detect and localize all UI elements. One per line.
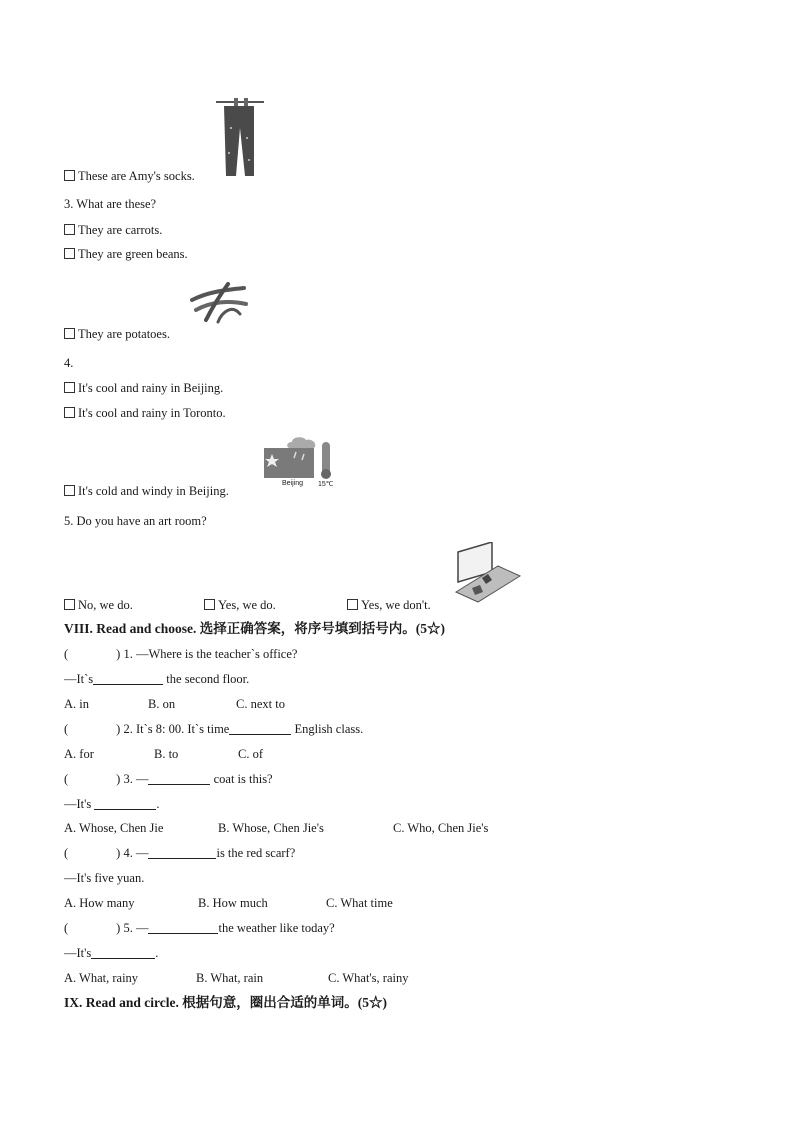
item-4-option-b[interactable]: B. How much (198, 896, 268, 910)
q2-option-c[interactable]: These are Amy's socks. (64, 168, 195, 184)
item-5-option-c[interactable]: C. What's, rainy (328, 971, 409, 985)
q3-question: 3. What are these? (64, 197, 157, 211)
section-9-heading: IX. Read and circle. 根据句意，圈出合适的单词。(5☆) (64, 995, 387, 1010)
item-3-answer: —It's . (64, 797, 160, 811)
fill-blank[interactable] (148, 921, 218, 934)
city-label: Beijing (282, 480, 304, 487)
q4-option-a[interactable]: It's cool and rainy in Beijing. (64, 380, 223, 396)
item-4-question: ( ) 4. — is the red scarf? (64, 846, 296, 860)
checkbox-icon[interactable] (64, 224, 75, 235)
item-1-answer: —It`s the second floor. (64, 672, 250, 686)
item-3-option-c[interactable]: C. Who, Chen Jie's (393, 821, 489, 835)
q4-option-b[interactable]: It's cool and rainy in Toronto. (64, 405, 226, 421)
section-8-heading: VIII. Read and choose. 选择正确答案，将序号填到括号内。(5☆) (64, 621, 446, 636)
fill-blank[interactable] (229, 722, 291, 735)
item-4-option-c[interactable]: C. What time (326, 896, 393, 910)
checkbox-icon[interactable] (64, 407, 75, 418)
item-2-question: ( ) 2. It`s 8: 00. It`s time English class. (64, 722, 364, 736)
item-5-option-a[interactable]: A. What, rainy (64, 971, 139, 985)
item-1-option-b[interactable]: B. on (148, 697, 176, 711)
fill-blank[interactable] (148, 772, 210, 785)
item-1-option-c[interactable]: C. next to (236, 697, 285, 711)
fill-blank[interactable] (94, 797, 156, 810)
art-room-image (452, 542, 522, 604)
fill-blank[interactable] (91, 946, 155, 959)
item-4-answer: —It's five yuan. (64, 871, 145, 885)
fill-blank[interactable] (93, 672, 163, 685)
q5-option-a[interactable]: No, we do. (64, 597, 133, 613)
green-beans-image (188, 280, 250, 326)
q3-option-a[interactable]: They are carrots. (64, 222, 162, 238)
item-1-question: ( ) 1. —Where is the teacher`s office? (64, 647, 298, 661)
checkbox-icon[interactable] (64, 599, 75, 610)
item-4-option-a[interactable]: A. How many (64, 896, 135, 910)
item-5-option-b[interactable]: B. What, rain (196, 971, 264, 985)
q3-option-b[interactable]: They are green beans. (64, 246, 188, 262)
item-2-option-a[interactable]: A. for (64, 747, 94, 761)
item-2-option-c[interactable]: C. of (238, 747, 263, 761)
item-3-question: ( ) 3. — coat is this? (64, 772, 273, 786)
q5-option-c[interactable]: Yes, we don't. (347, 597, 431, 613)
checkbox-icon[interactable] (64, 485, 75, 496)
item-1-option-a[interactable]: A. in (64, 697, 89, 711)
fill-blank[interactable] (148, 846, 216, 859)
flag-weather-icon (262, 436, 338, 480)
pants-image (214, 98, 268, 180)
temperature-label: 15℃ (318, 481, 334, 488)
item-3-option-b[interactable]: B. Whose, Chen Jie's (218, 821, 324, 835)
beijing-weather-image (262, 436, 338, 492)
checkbox-icon[interactable] (64, 248, 75, 259)
item-5-answer: —It's . (64, 946, 159, 960)
q3-option-c[interactable]: They are potatoes. (64, 326, 170, 342)
checkbox-icon[interactable] (204, 599, 215, 610)
q5-option-b[interactable]: Yes, we do. (204, 597, 276, 613)
item-3-option-a[interactable]: A. Whose, Chen Jie (64, 821, 164, 835)
q4-number: 4. (64, 356, 74, 370)
checkbox-icon[interactable] (64, 170, 75, 181)
checkbox-icon[interactable] (64, 382, 75, 393)
item-5-question: ( ) 5. — the weather like today? (64, 921, 335, 935)
checkbox-icon[interactable] (64, 328, 75, 339)
checkbox-icon[interactable] (347, 599, 358, 610)
item-2-option-b[interactable]: B. to (154, 747, 179, 761)
q5-question: 5. Do you have an art room? (64, 514, 207, 528)
q4-option-c[interactable]: It's cold and windy in Beijing. (64, 483, 229, 499)
